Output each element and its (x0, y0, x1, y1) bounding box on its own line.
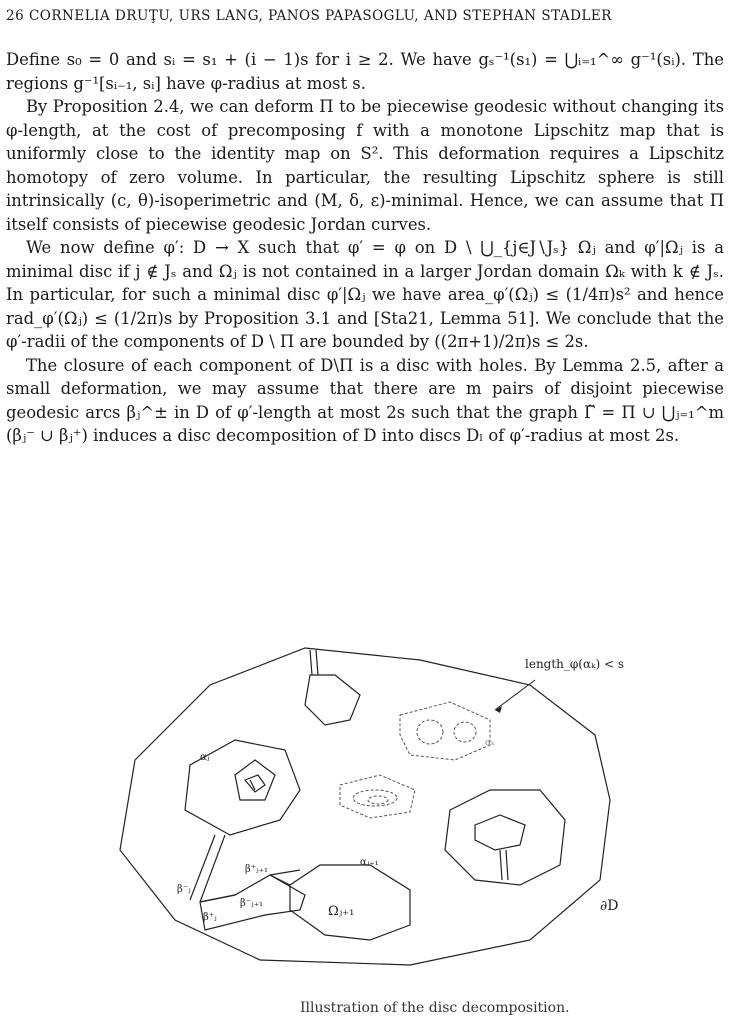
label-alpha-k: αₖ (485, 738, 495, 748)
running-header: 26 CORNELIA DRUŢU, URS LANG, PANOS PAPASOGLU, AND STEPHAN STADLER (6, 8, 612, 24)
label-alpha-j: αⱼ (200, 752, 210, 763)
paragraph-1: Define s₀ = 0 and sᵢ = s₁ + (i − 1)s for i ≥ 2. We have gₛ⁻¹(s₁) = ⋃ᵢ₌₁^∞ g⁻¹(sᵢ). The regions g⁻¹[sᵢ₋₁, sᵢ] have φ-radius at most s. (6, 50, 724, 93)
label-beta-j-plus: β⁺ⱼ (203, 912, 217, 923)
paragraph-4: The closure of each component of D\Π is a disc with holes. By Lemma 2.5, after a small deformation, we may assume that there are m pairs of disjoint piecewise geodesic arcs βⱼ^± in D of φ′-length at most 2s such that the graph Γ̃ = Π ∪ ⋃ⱼ₌₁^m (βⱼ⁻ ∪ βⱼ⁺) induces a disc decomposition of D into discs Dₗ of φ′-radius at most 2s. (6, 355, 724, 445)
label-beta-j1-minus: β⁻ⱼ₊₁ (240, 898, 263, 909)
inner-hole-j (235, 760, 275, 800)
paragraph-2: By Proposition 2.4, we can deform Π to be piecewise geodesic without changing its φ-length, at the cost of precomposing f with a monotone Lipschitz map that is uniformly close to the identity map on S². This deformation requires a Lipschitz homotopy of zero volume. In particular, the resulting Lipschitz sphere is still intrinsically (c, θ)-isoperimetric and (M, δ, ε)-minimal. Hence, we can assume that Π itself consists of piecewise geodesic Jordan curves. (6, 97, 724, 234)
right-hole (445, 790, 565, 885)
paragraph-3: We now define φ′: D → X such that φ′ = φ on D \ ⋃_{j∈J∖Jₛ} Ωⱼ and φ′|Ωⱼ is a minimal disc if j ∉ Jₛ and Ωⱼ is not contained in a larger Jordan domain Ωₖ with k ∉ Jₛ. In particular, for such a minimal disc φ′|Ωⱼ we have area_φ′(Ωⱼ) ≤ (1/4π)s² and hence rad_φ′(Ωⱼ) ≤ (1/2π)s by Proposition 3.1 and [Sta21, Lemma 51]. We conclude that the φ′-radii of the components of D \ Π are bounded by ((2π+1)/2π)s ≤ 2s. (6, 238, 724, 351)
body-text (6, 48, 724, 448)
label-beta-j1-plus: β⁺ⱼ₊₁ (245, 864, 268, 875)
label-length: length_φ(αₖ) < s (525, 657, 624, 671)
region-omega (290, 865, 410, 940)
label-omega: Ωⱼ₊₁ (328, 904, 355, 919)
disc-decomposition-figure (60, 640, 680, 974)
alpha-k-curve (400, 702, 490, 760)
label-alpha-j1: αⱼ₊₁ (360, 857, 379, 868)
label-beta-j-minus: β⁻ⱼ (177, 884, 191, 895)
figure-caption: Illustration of the disc decomposition. (300, 1000, 570, 1016)
outer-boundary (120, 648, 610, 965)
top-hole (305, 675, 360, 725)
label-boundary: ∂D (600, 898, 619, 914)
figure-svg (60, 640, 680, 970)
middle-dashed (340, 775, 415, 818)
